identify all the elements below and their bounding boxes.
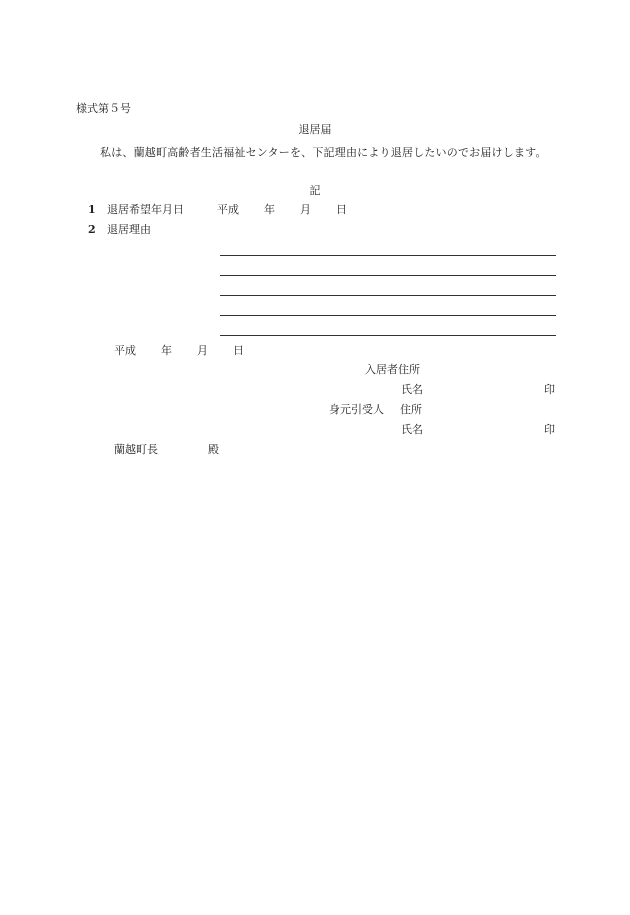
body-paragraph: 私は、蘭越町高齢者生活福祉センターを、下記理由により退居したいのでお届けします。 <box>100 146 547 159</box>
date-month-label: 月 <box>197 344 208 357</box>
reason-line <box>220 255 556 256</box>
guarantor-name-label: 氏名 <box>401 423 423 436</box>
document-title: 退居届 <box>298 123 332 136</box>
item-1-number: 1 <box>88 203 96 216</box>
item-1-label: 退居希望年月日 <box>107 203 184 216</box>
reason-line <box>220 275 556 276</box>
guarantor-seal-mark: 印 <box>544 423 555 436</box>
resident-seal-mark: 印 <box>544 383 555 396</box>
form-number: 様式第５号 <box>76 102 131 115</box>
guarantor-label: 身元引受人 <box>329 403 384 416</box>
item-1-day-label: 日 <box>336 203 347 216</box>
ki-heading: 記 <box>309 184 321 197</box>
item-1-month-label: 月 <box>300 203 311 216</box>
guarantor-address-label: 住所 <box>400 403 422 416</box>
date-year-label: 年 <box>161 344 172 357</box>
date-era: 平成 <box>114 344 136 357</box>
reason-line <box>220 335 556 336</box>
resident-address-label: 入居者住所 <box>365 363 420 376</box>
reason-line <box>220 295 556 296</box>
item-2-number: 2 <box>88 223 96 236</box>
date-day-label: 日 <box>233 344 244 357</box>
resident-name-label: 氏名 <box>401 383 423 396</box>
item-1-year-label: 年 <box>264 203 275 216</box>
item-2-label: 退居理由 <box>107 223 151 236</box>
reason-line <box>220 315 556 316</box>
addressee-honorific: 殿 <box>208 443 219 456</box>
item-1-era: 平成 <box>217 203 239 216</box>
addressee-mayor: 蘭越町長 <box>114 443 158 456</box>
